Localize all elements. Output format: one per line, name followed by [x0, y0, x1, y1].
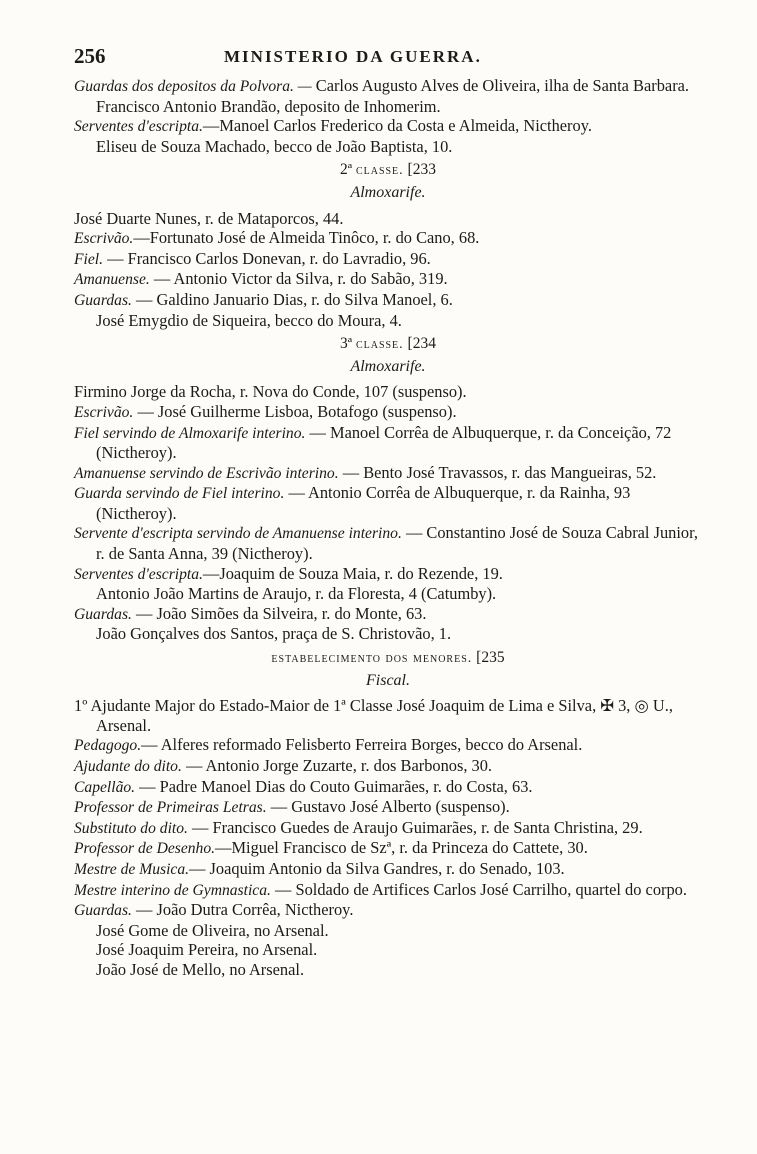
entry-text: —Joaquim de Souza Maia, r. do Rezende, 19. — [202, 563, 503, 583]
list-item — [74, 423, 702, 463]
role-label: Capellão. — [74, 778, 136, 796]
section-word: estabelecimento dos menores. — [271, 651, 473, 667]
entry-text: — Soldado de Artifices Carlos José Carrilho, quartel do corpo. — [270, 879, 687, 899]
section-number: 2ª — [340, 161, 353, 179]
entry-text: Eliseu de Souza Machado, becco de João Baptista, 10. — [96, 136, 453, 156]
list-item — [74, 900, 702, 921]
list-item — [74, 624, 702, 644]
list-item — [74, 777, 702, 798]
entry-text: José Duarte Nunes, r. de Mataporcos, 44. — [74, 208, 344, 228]
role-label: Fiel servindo de Almoxarife interino. — [74, 424, 306, 442]
page-content — [74, 76, 702, 980]
list-item — [74, 696, 702, 735]
entry-text: — Padre Manoel Dias do Couto Guimarães, r. do Costa, 63. — [135, 776, 533, 796]
list-item — [74, 402, 702, 423]
entry-text: — Bento José Travassos, r. das Mangueiras, 52. — [338, 462, 657, 482]
list-item — [74, 382, 702, 402]
section-heading — [74, 648, 702, 669]
entry-text: — Constantino José de Souza Cabral Junior, r. de Santa Anna, 39 (Nictheroy). — [96, 523, 699, 564]
role-label: Mestre interino de Gymnastica. — [74, 881, 271, 899]
entry-text: Antonio João Martins de Araujo, r. da Floresta, 4 (Catumby). — [96, 584, 497, 604]
role-label: Professor de Primeiras Letras. — [74, 799, 267, 817]
section-heading — [74, 160, 702, 181]
entry-text: João José de Mello, no Arsenal. — [96, 959, 305, 979]
list-item — [74, 523, 702, 563]
list-item — [74, 584, 702, 604]
section-number: 3ª — [340, 335, 353, 353]
role-label: Escrivão. — [74, 230, 134, 248]
list-item — [74, 756, 702, 777]
role-label: Mestre de Musica. — [74, 860, 190, 878]
list-item — [74, 483, 702, 523]
entry-text: — Joaquim Antonio da Silva Gandres, r. do Senado, 103. — [189, 858, 565, 878]
page-number: 256 — [74, 44, 106, 68]
entry-text: Francisco Antonio Brandão, deposito de Inhomerim. — [96, 96, 441, 116]
entry-text: José Gome de Oliveira, no Arsenal. — [96, 920, 329, 940]
list-item — [74, 311, 702, 331]
section-ref: [235 — [476, 649, 505, 667]
role-label: Guardas. — [74, 605, 132, 623]
entry-text: José Emygdio de Siqueira, becco do Moura, 4. — [96, 310, 402, 330]
list-item — [74, 838, 702, 859]
section-word: classe. — [355, 163, 404, 179]
list-item — [74, 921, 702, 941]
section-subheading: Almoxarife. — [350, 357, 426, 375]
entry-text: — Antonio Victor da Silva, r. do Sabão, 319. — [149, 269, 448, 289]
section-ref: [234 — [407, 335, 436, 353]
list-item — [74, 116, 702, 137]
list-item — [74, 97, 702, 117]
list-item — [74, 818, 702, 839]
entry-text: — Galdino Januario Dias, r. do Silva Manoel, 6. — [131, 289, 453, 309]
entry-text: —Miguel Francisco de Szª, r. da Princeza do Cattete, 30. — [215, 838, 588, 858]
section-word: classe. — [355, 337, 404, 353]
page-header — [74, 44, 702, 72]
list-item — [74, 137, 702, 157]
role-label: Serventes d'escripta. — [74, 118, 203, 136]
running-title: MINISTERIO DA GUERRA. — [224, 47, 482, 66]
list-item — [74, 735, 702, 756]
list-item — [74, 290, 702, 311]
list-item — [74, 859, 702, 880]
list-item — [74, 76, 702, 97]
list-item — [74, 564, 702, 585]
role-label: Serventes d'escripta. — [74, 565, 203, 583]
role-label: Substituto do dito. — [74, 819, 188, 837]
entry-text: — Alferes reformado Felisberto Ferreira Borges, becco do Arsenal. — [141, 735, 583, 755]
section-heading — [74, 334, 702, 355]
role-label: Amanuense servindo de Escrivão interino. — [74, 464, 339, 482]
entry-text: José Joaquim Pereira, no Arsenal. — [96, 940, 318, 960]
section-subheading: Fiscal. — [366, 671, 410, 689]
section-subheading: Almoxarife. — [350, 183, 426, 201]
role-label: Guarda servindo de Fiel interino. — [74, 485, 285, 503]
entry-text: — Francisco Carlos Donevan, r. do Lavradio, 96. — [103, 248, 431, 268]
entry-text: João Gonçalves dos Santos, praça de S. Christovão, 1. — [96, 624, 452, 644]
entry-text: — José Guilherme Lisboa, Botafogo (suspenso). — [133, 401, 457, 421]
entry-text: — Antonio Jorge Zuzarte, r. dos Barbonos, 30. — [181, 756, 493, 775]
entry-text: Carlos Augusto Alves de Oliveira, ilha de Santa Barbara. — [311, 76, 690, 95]
role-label: Ajudante do dito. — [74, 758, 182, 775]
list-item — [74, 228, 702, 249]
role-label: Escrivão. — [74, 403, 134, 421]
list-item — [74, 604, 702, 625]
list-item — [74, 880, 702, 901]
entry-text: — Francisco Guedes de Araujo Guimarães, r. de Santa Christina, 29. — [187, 817, 643, 837]
list-item — [74, 269, 702, 290]
entry-text: — Gustavo José Alberto (suspenso). — [266, 797, 510, 817]
list-item — [74, 940, 702, 960]
entry-text: —Fortunato José de Almeida Tinôco, r. do Cano, 68. — [133, 228, 480, 248]
list-item — [74, 797, 702, 818]
role-label: Professor de Desenho. — [74, 840, 216, 858]
role-label: Guardas. — [74, 291, 132, 309]
section-ref: [233 — [407, 161, 436, 179]
role-label: Guardas. — [74, 902, 132, 920]
list-item — [74, 209, 702, 229]
entry-text: — Antonio Corrêa de Albuquerque, r. da Rainha, 93 (Nictheroy). — [96, 483, 631, 523]
role-label: Servente d'escripta servindo de Amanuense interino. — [74, 525, 402, 543]
list-item — [74, 249, 702, 270]
role-label: Amanuense. — [74, 271, 150, 289]
entry-text: —Manoel Carlos Frederico da Costa e Almeida, Nictheroy. — [202, 116, 592, 136]
entry-text: 1º Ajudante Major do Estado-Maior de 1ª Classe José Joaquim de Lima e Silva, ✠ 3, ◎ U., Arsenal. — [74, 696, 673, 735]
entry-text: — João Simões da Silveira, r. do Monte, 63. — [131, 603, 427, 623]
role-label: Guardas dos depositos da Polvora. — — [74, 78, 312, 95]
entry-text: — João Dutra Corrêa, Nictheroy. — [131, 900, 354, 920]
role-label: Fiel. — [74, 250, 104, 268]
list-item — [74, 463, 702, 484]
entry-text: Firmino Jorge da Rocha, r. Nova do Conde, 107 (suspenso). — [74, 382, 467, 402]
entry-text: — Manoel Corrêa de Albuquerque, r. da Conceição, 72 (Nictheroy). — [96, 422, 672, 463]
list-item — [74, 960, 702, 980]
role-label: Pedagogo. — [74, 737, 142, 755]
